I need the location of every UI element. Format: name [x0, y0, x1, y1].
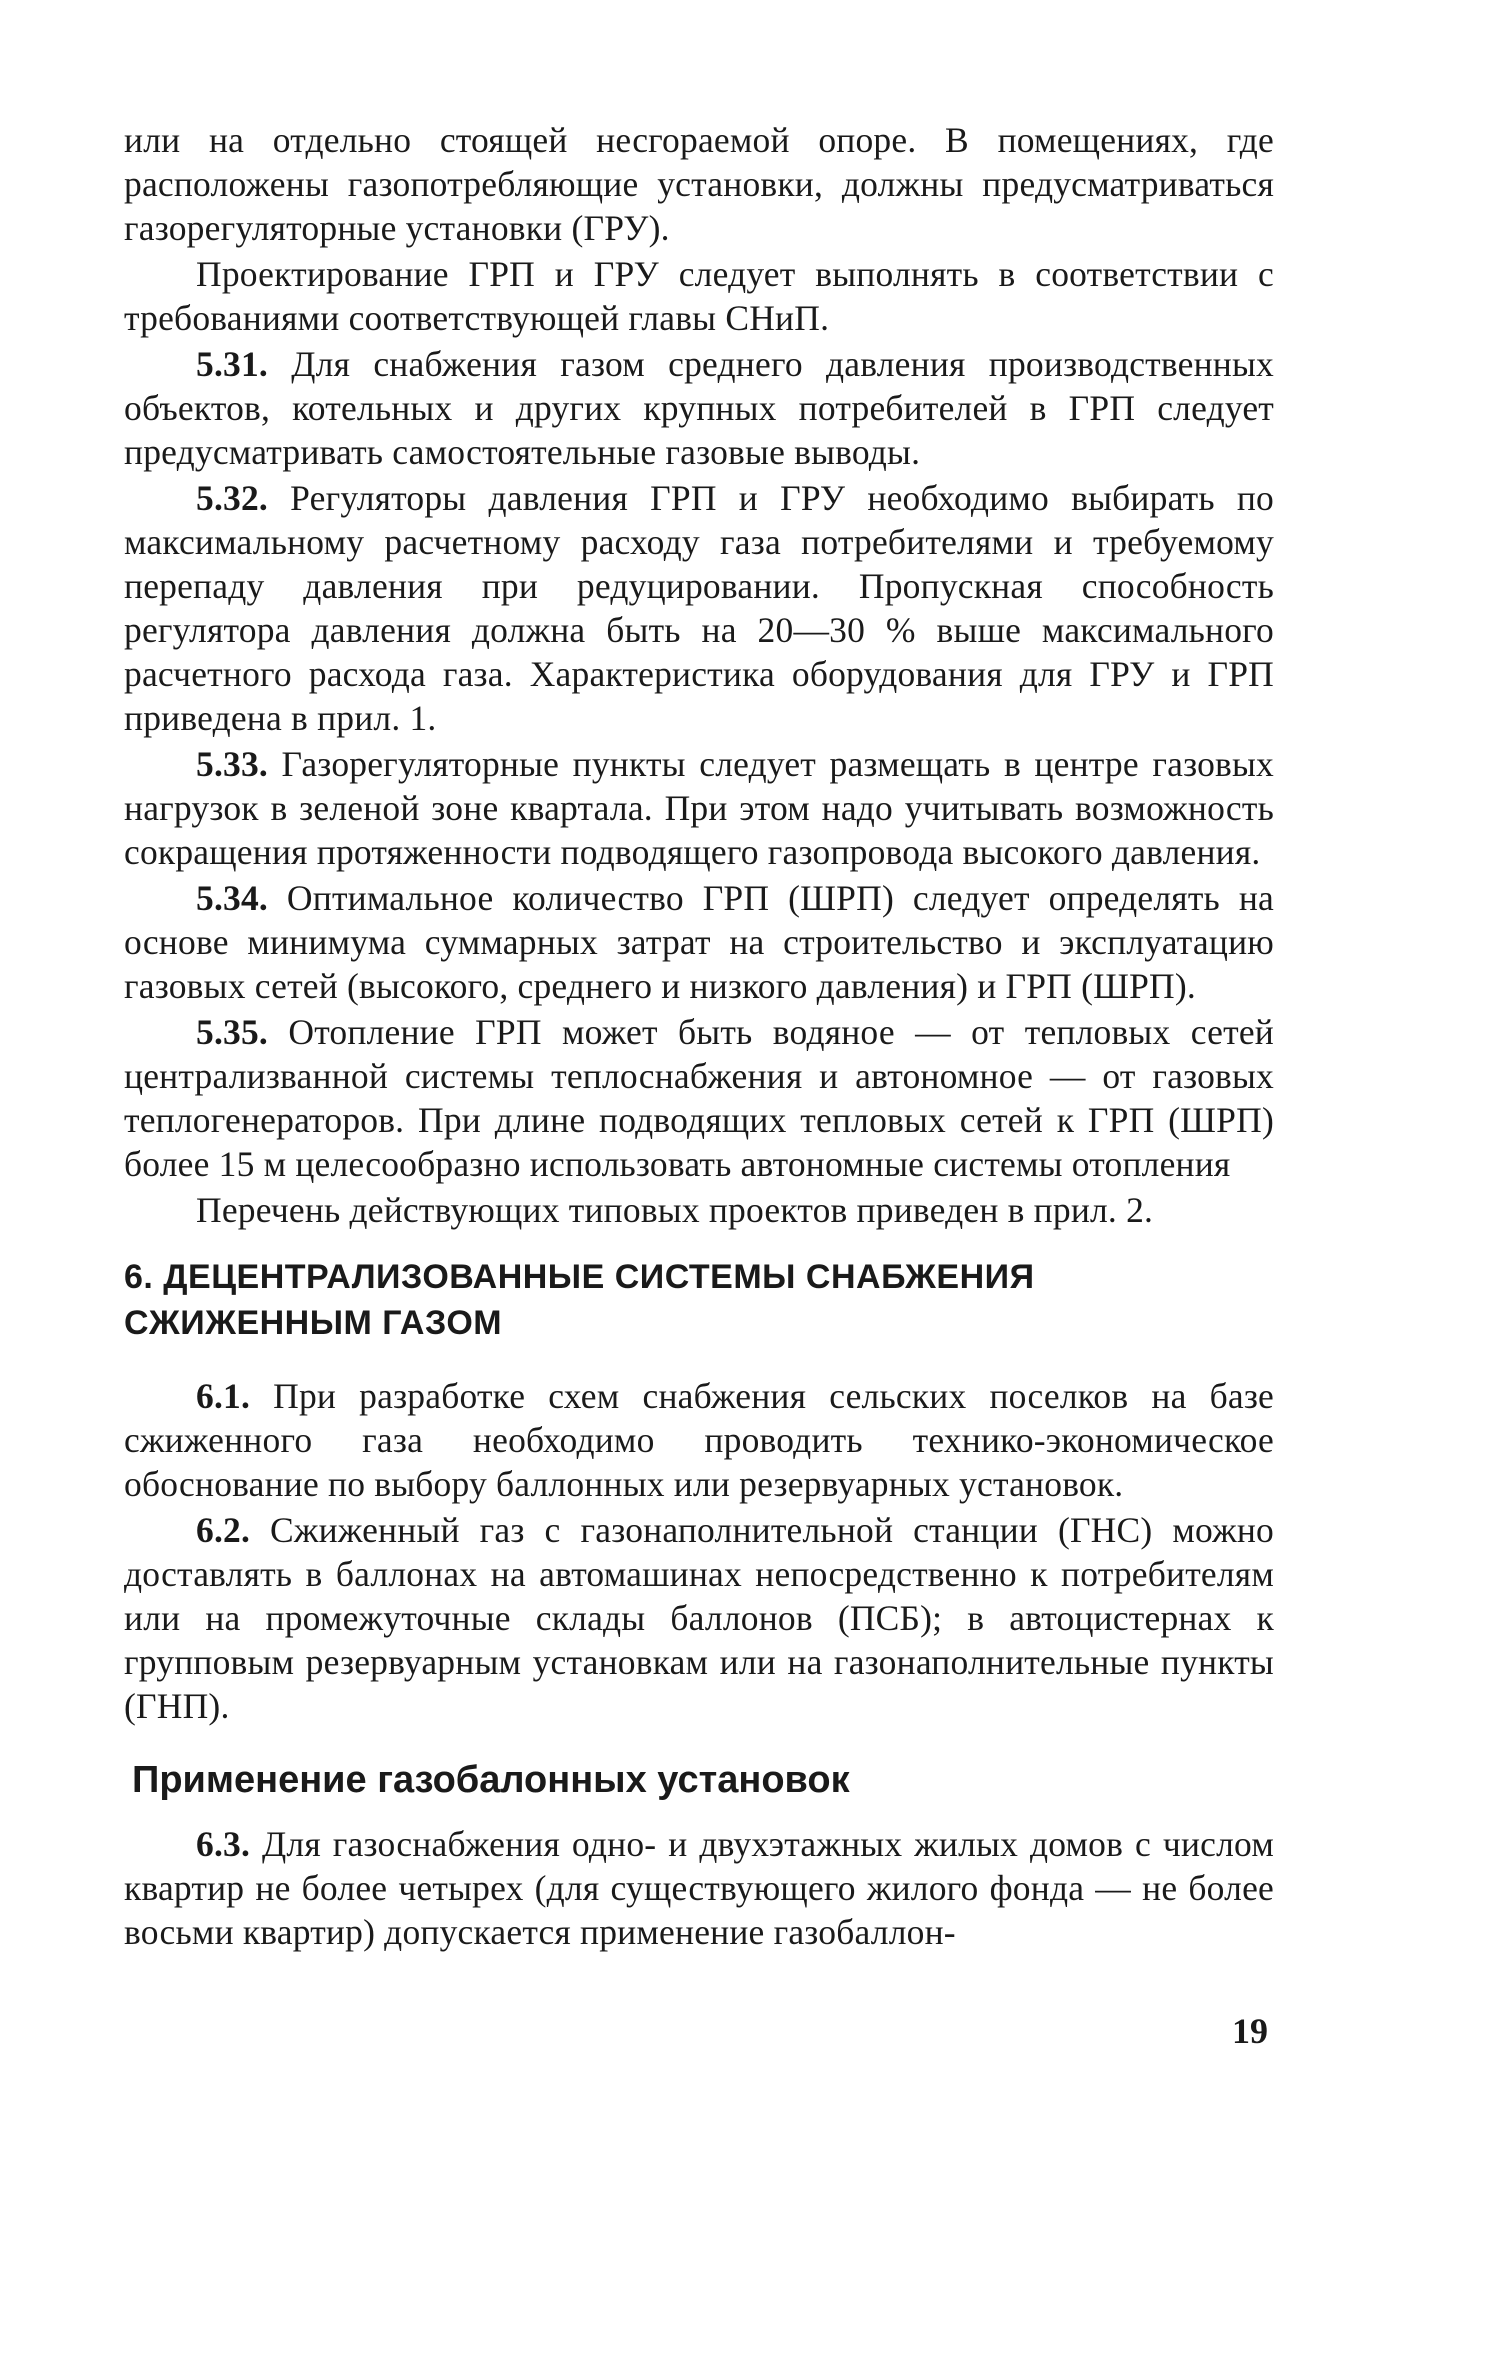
clause-number: 5.34. — [196, 878, 268, 918]
paragraph-typical-projects: Перечень действующих типовых проектов приведен в прил. 2. — [196, 1190, 1154, 1230]
clause-number: 6.3. — [196, 1824, 251, 1864]
paragraph-5-34: 5.34. Оптимальное количество ГРП (ШРП) следует определять на основе минимума суммарных затрат на строительство и эксплуатацию газовых сетей (высокого, среднего и низкого давления) и ГРП (ШРП). — [124, 878, 1274, 1006]
paragraph-5-35: 5.35. Отопление ГРП может быть водяное — от тепловых сетей централизванной системы теплоснабжения и автономное — от газовых теплогенераторов. При длине подводящих тепловых сетей к ГРП (ШРП) более 15 м целесообразно использовать автономные системы отопления — [124, 1012, 1274, 1184]
clause-number: 5.31. — [196, 344, 268, 384]
paragraph-continuation: или на отдельно стоящей несгораемой опоре. В помещениях, где расположены газопотребляющие установки, должны предусматриваться газорегуляторные установки (ГРУ). — [124, 120, 1274, 248]
clause-number: 6.2. — [196, 1510, 251, 1550]
clause-number: 6.1. — [196, 1376, 251, 1416]
page-number: 19 — [1232, 2011, 1268, 2051]
paragraph-6-3: 6.3. Для газоснабжения одно- и двухэтажных жилых домов с числом квартир не более четырех (для существующего жилого фонда — не более восьми квартир) допускается применение газобаллон- — [124, 1824, 1274, 1952]
subsection-heading: Применение газобалонных установок — [132, 1759, 850, 1801]
paragraph-design-grp: Проектирование ГРП и ГРУ следует выполнять в соответствии с требованиями соответствующей главы СНиП. — [124, 254, 1274, 338]
clause-number: 5.35. — [196, 1012, 268, 1052]
paragraph-5-32: 5.32. Регуляторы давления ГРП и ГРУ необходимо выбирать по максимальному расчетному расходу газа потребителями и требуемому перепаду давления при редуцировании. Пропускная способность регулятора давления должна быть на 20—30 % выше максимального расчетного расхода газа. Характеристика оборудования для ГРУ и ГРП приведена в прил. 1. — [124, 478, 1274, 738]
paragraph-6-1: 6.1. При разработке схем снабжения сельских поселков на базе сжиженного газа необходимо проводить технико-экономическое обоснование по выбору баллонных или резервуарных установок. — [124, 1376, 1274, 1504]
paragraph-6-2: 6.2. Сжиженный газ с газонаполнительной станции (ГНС) можно доставлять в баллонах на автомашинах непосредственно к потребителям или на промежуточные склады баллонов (ПСБ); в автоцистернах к групповым резервуарным установкам или на газонаполнительные пункты (ГНП). — [124, 1510, 1274, 1726]
section-heading: 6. ДЕЦЕНТРАЛИЗОВАННЫЕ СИСТЕМЫ СНАБЖЕНИЯ СЖИЖЕННЫМ ГАЗОМ — [124, 1258, 1035, 1342]
paragraph-5-33: 5.33. Газорегуляторные пункты следует размещать в центре газовых нагрузок в зеленой зоне квартала. При этом надо учитывать возможность сокращения протяженности подводящего газопровода высокого давления. — [124, 744, 1274, 872]
clause-number: 5.33. — [196, 744, 268, 784]
paragraph-5-31: 5.31. Для снабжения газом среднего давления производственных объектов, котельных и других крупных потребителей в ГРП следует предусматривать самостоятельные газовые выводы. — [124, 344, 1274, 472]
clause-number: 5.32. — [196, 478, 268, 518]
text-column — [124, 118, 1274, 1954]
